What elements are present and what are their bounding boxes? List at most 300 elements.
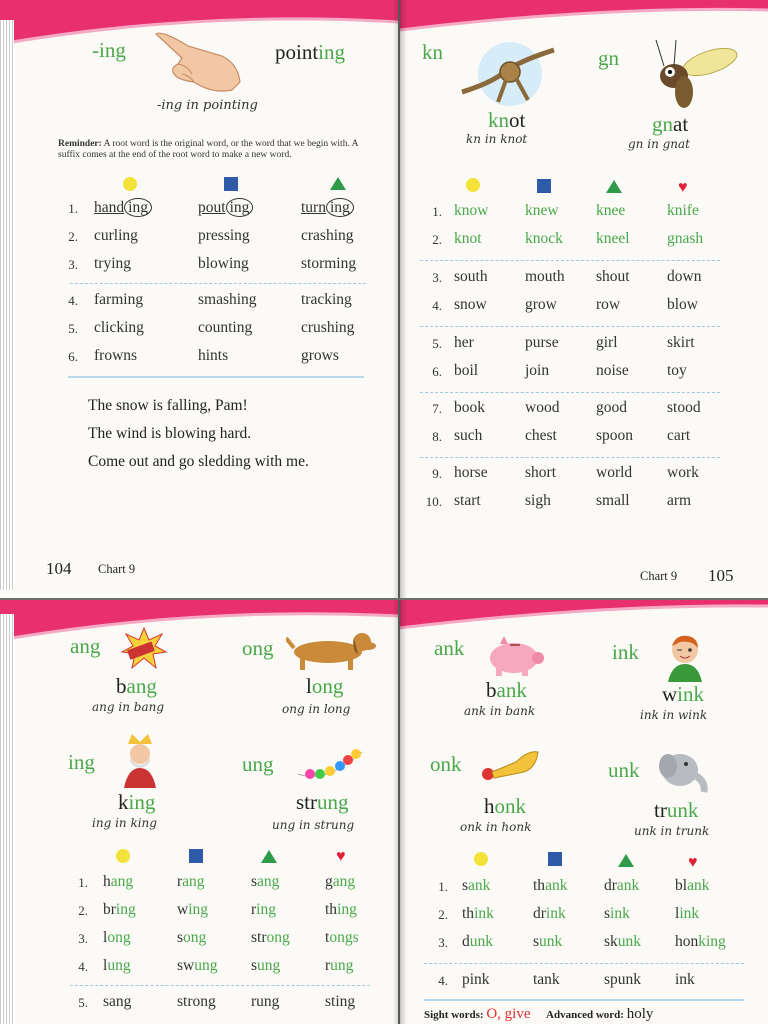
word-cell: her [454, 334, 474, 351]
word-cell: grow [525, 296, 557, 313]
row-number: 1. [432, 204, 442, 219]
word-green-part: ang [332, 873, 356, 890]
family-label: unk [608, 758, 640, 782]
word-cell: clicking [94, 319, 144, 336]
word-cell [103, 957, 131, 975]
sight-words-label: Sight words: [424, 1009, 484, 1021]
red-heart-icon: ♥ [336, 848, 346, 865]
row-number: 7. [432, 401, 442, 416]
word-cell [604, 905, 630, 923]
advanced-word-label: Advanced word: [546, 1009, 624, 1021]
word-cell: grows [301, 347, 339, 364]
row-number: 2. [78, 903, 88, 918]
word-cell [103, 873, 133, 891]
word-cell: arm [667, 492, 692, 509]
word-cell [103, 929, 131, 947]
word-cell [251, 901, 276, 919]
page-number: 104 [46, 559, 72, 578]
word-cell [454, 202, 488, 220]
gnat-word [652, 112, 688, 137]
root-word: turn [301, 199, 326, 216]
pointing-hand-icon [152, 24, 244, 101]
word-rest: r [177, 873, 183, 890]
word-cell: frowns [94, 347, 138, 364]
word-cell [251, 929, 290, 947]
piggy-bank-icon [486, 636, 546, 683]
word-cell: spoon [596, 427, 634, 444]
word-cell [675, 905, 699, 923]
row-number: 4. [68, 293, 78, 308]
word-cell: girl [596, 334, 618, 351]
word-green-part: onk [494, 794, 526, 818]
word-green-part: kn [488, 108, 509, 132]
word-green-part: kn [525, 202, 541, 219]
circled-suffix: ing [226, 198, 254, 217]
word-cell: book [454, 399, 485, 416]
pointing-root: point [275, 40, 319, 64]
word-rest: at [673, 112, 689, 136]
row-number: 6. [432, 364, 442, 379]
word-green-part: ong [107, 929, 131, 946]
word-cell: row [596, 296, 621, 313]
word-cell [177, 873, 205, 891]
word-rest: hon [675, 933, 699, 950]
word-green-part: ink [677, 682, 705, 706]
red-heart-icon: ♥ [678, 179, 688, 196]
family-word [486, 678, 527, 703]
table-row [0, 347, 398, 369]
word-rest: g [325, 873, 333, 890]
word-green-part: ang [182, 873, 205, 890]
right-page [400, 600, 768, 1024]
table-row [400, 296, 768, 318]
pointing-caption: -ing in pointing [157, 98, 258, 113]
word-green-part: king [698, 933, 726, 950]
row-number: 5. [68, 321, 78, 336]
table-row [0, 873, 398, 895]
word-green-part: ung [317, 790, 349, 814]
word-rest: h [103, 873, 111, 890]
word-cell: noise [596, 362, 629, 379]
row-number: 8. [432, 429, 442, 444]
family-label: ung [242, 752, 274, 776]
word-rest: w [662, 682, 678, 706]
word-cell: mouth [525, 268, 565, 285]
divider [420, 326, 720, 327]
word-cell [604, 877, 639, 895]
reminder-label: Reminder: [58, 139, 102, 149]
word-cell: good [596, 399, 627, 416]
family-word [662, 682, 704, 707]
word-cell: short [525, 464, 556, 481]
knot-caption: kn in knot [466, 132, 528, 146]
word-rest: h [484, 794, 495, 818]
word-cell [675, 877, 709, 895]
word-cell: skirt [667, 334, 695, 351]
word-rest: s [251, 957, 258, 974]
word-green-part: unk [539, 933, 563, 950]
word-cell: cart [667, 427, 691, 444]
word-cell [325, 957, 353, 975]
word-cell [462, 933, 493, 951]
row-number: 1. [68, 201, 78, 216]
family-caption: onk in honk [460, 820, 532, 834]
word-green-part: ink [474, 905, 494, 922]
word-cell: trying [94, 255, 132, 272]
word-green-part: ink [545, 905, 566, 922]
row-number: 1. [78, 875, 88, 890]
row-number: 6. [68, 349, 78, 364]
word-cell: stood [667, 399, 701, 416]
word-cell [251, 873, 279, 891]
yellow-circle-icon [123, 177, 137, 191]
word-rest: l [306, 674, 312, 698]
word-cell: rung [251, 993, 280, 1010]
word-green-part: ong [266, 929, 290, 946]
word-green-part: ang [126, 674, 157, 698]
blue-square-icon [224, 177, 238, 191]
table-row [0, 901, 398, 923]
word-cell: join [525, 362, 550, 379]
word-green-part: kn [667, 202, 683, 219]
word-rest: ow [469, 202, 489, 219]
word-rest: b [486, 678, 497, 702]
word-cell [596, 230, 630, 248]
chart-label: Chart 9 [640, 569, 678, 583]
word-rest: ee [611, 202, 626, 219]
word-rest: s [462, 877, 469, 894]
table-row [0, 957, 398, 979]
word-green-part: ongs [329, 929, 359, 946]
divider [420, 457, 720, 458]
family-caption: ang in bang [92, 700, 165, 714]
word-cell: sting [325, 993, 356, 1010]
row-number: 2. [432, 232, 442, 247]
word-rest: sk [604, 933, 618, 950]
word-cell [533, 877, 567, 895]
page-105 [400, 0, 768, 598]
word-rest: dr [533, 905, 546, 922]
table-row [400, 933, 768, 955]
word-rest: str [251, 929, 267, 946]
yellow-circle-icon [116, 849, 130, 863]
family-label: ink [612, 640, 639, 664]
row-number: 3. [432, 270, 442, 285]
divider [420, 260, 720, 261]
word-rest: str [296, 790, 317, 814]
book-spine [393, 0, 407, 598]
table-row [0, 255, 398, 277]
word-cell: chest [525, 427, 557, 444]
word-green-part: unk [617, 933, 642, 950]
word-green-part: ank [616, 877, 640, 894]
table-row [400, 268, 768, 290]
green-triangle-icon [606, 180, 622, 193]
table-row [0, 993, 398, 1015]
word-cell [301, 199, 354, 217]
word-cell: down [667, 268, 702, 285]
family-caption: ung in strung [272, 818, 355, 832]
family-caption: ing in king [92, 816, 157, 830]
table-row [400, 971, 768, 993]
table-row [400, 399, 768, 421]
elephant-icon [658, 750, 714, 801]
word-cell [94, 199, 152, 217]
king-icon [120, 732, 160, 793]
word-cell: farming [94, 291, 144, 308]
word-cell: south [454, 268, 488, 285]
word-cell: toy [667, 362, 687, 379]
word-cell: blowing [198, 255, 249, 272]
table-row [400, 492, 768, 514]
word-green-part: ing [115, 901, 136, 918]
word-rest: th [325, 901, 338, 918]
word-cell: ink [675, 971, 695, 988]
word-rest: bl [675, 877, 688, 894]
word-rest: s [251, 873, 258, 890]
word-cell: blow [667, 296, 698, 313]
word-cell: tank [533, 971, 560, 988]
row-number: 9. [432, 466, 442, 481]
word-green-part: ink [679, 905, 700, 922]
left-page [0, 600, 398, 1024]
pointing-suffix: ing [318, 40, 346, 64]
word-cell: work [667, 464, 699, 481]
word-rest: k [118, 790, 129, 814]
table-row [400, 877, 768, 899]
word-green-part: ung [257, 957, 281, 974]
word-green-part: ank [468, 877, 491, 894]
word-cell [198, 199, 253, 217]
word-rest: th [533, 877, 546, 894]
reminder-box [58, 139, 378, 161]
word-cell [667, 230, 703, 248]
divider [70, 985, 370, 986]
table-row [0, 929, 398, 951]
word-rest: l [675, 905, 680, 922]
word-green-part: ung [107, 957, 131, 974]
word-cell [533, 933, 562, 951]
reminder-text: A root word is the original word, or the word that we begin with. A suffix comes at the end of the root word to make a new word. [58, 139, 359, 160]
word-rest: ot [509, 108, 526, 132]
word-rest: d [462, 933, 470, 950]
word-cell [325, 929, 359, 947]
word-cell [177, 901, 208, 919]
word-cell [325, 901, 357, 919]
word-cell: strong [177, 993, 216, 1010]
row-number: 3. [68, 257, 78, 272]
word-cell [177, 929, 206, 947]
divider [420, 392, 720, 393]
suffix-label: -ing [92, 38, 126, 62]
word-rest: eel [611, 230, 630, 247]
word-cell: sang [103, 993, 132, 1010]
poem-line: Come out and go sledding with me. [88, 453, 309, 470]
kn-label: kn [422, 40, 443, 64]
word-cell: pressing [198, 227, 250, 244]
word-cell [103, 901, 136, 919]
family-label: onk [430, 752, 462, 776]
table-row [0, 199, 398, 221]
blue-square-icon [189, 849, 203, 863]
row-number: 10. [425, 494, 442, 509]
word-rest: sw [177, 957, 195, 974]
divider [68, 376, 364, 378]
table-row [400, 334, 768, 356]
word-cell [462, 905, 494, 923]
gnat-caption: gn in gnat [628, 137, 690, 151]
gnat-icon [640, 36, 740, 117]
word-rest: dr [604, 877, 617, 894]
word-cell: shout [596, 268, 630, 285]
word-cell: small [596, 492, 630, 509]
beads-icon [296, 744, 368, 789]
divider [70, 283, 366, 284]
family-word [116, 674, 157, 699]
page-number: 105 [708, 566, 734, 585]
root-word: hand [94, 199, 125, 216]
word-green-part: ong [183, 929, 207, 946]
yellow-circle-icon [474, 852, 488, 866]
word-green-part: ank [496, 678, 527, 702]
table-row [0, 319, 398, 341]
word-green-part: ing [337, 901, 357, 918]
word-cell: hints [198, 347, 229, 364]
word-rest: ot [469, 230, 482, 247]
family-word [484, 794, 526, 819]
word-green-part: kn [596, 202, 612, 219]
pointing-word [275, 40, 345, 65]
row-number: 3. [438, 935, 448, 950]
poem [88, 392, 309, 476]
word-cell [596, 202, 625, 220]
page-104 [0, 0, 398, 598]
word-cell [667, 202, 699, 220]
advanced-word-value: holy [626, 1006, 654, 1022]
row-number: 5. [432, 336, 442, 351]
word-green-part: ing [256, 901, 276, 918]
word-rest: ew [540, 202, 559, 219]
word-cell: horse [454, 464, 488, 481]
word-cell: smashing [198, 291, 257, 308]
word-cell [325, 873, 355, 891]
table-row [0, 291, 398, 313]
word-cell [525, 202, 559, 220]
root-word: pout [198, 199, 226, 216]
word-green-part: kn [454, 230, 470, 247]
word-cell [462, 877, 490, 895]
poem-line: The wind is blowing hard. [88, 425, 252, 442]
table-row [0, 227, 398, 249]
word-cell: crushing [301, 319, 355, 336]
table-row [400, 230, 768, 252]
row-number: 4. [432, 298, 442, 313]
gn-label: gn [598, 46, 619, 70]
table-row [400, 427, 768, 449]
word-green-part: kn [454, 202, 470, 219]
word-rest: t [325, 929, 330, 946]
horn-icon [480, 748, 540, 789]
green-triangle-icon [330, 177, 346, 190]
family-caption: ank in bank [464, 704, 536, 718]
word-green-part: gn [652, 112, 673, 136]
family-caption: unk in trunk [634, 824, 710, 838]
word-green-part: unk [469, 933, 493, 950]
word-rest: ash [682, 230, 704, 247]
word-cell: wood [525, 399, 560, 416]
word-rest: s [177, 929, 184, 946]
bottom-spread [0, 600, 768, 1024]
word-cell [251, 957, 280, 975]
green-triangle-icon [618, 854, 634, 867]
word-cell: start [454, 492, 481, 509]
table-row [400, 202, 768, 224]
family-label: ank [434, 636, 465, 660]
family-label: ang [70, 634, 101, 658]
row-number: 1. [438, 879, 448, 894]
word-rest: l [103, 957, 108, 974]
knot-rope-icon [458, 40, 558, 115]
word-green-part: ank [545, 877, 568, 894]
dachshund-icon [286, 628, 376, 679]
word-green-part: ing [128, 790, 156, 814]
word-cell: curling [94, 227, 138, 244]
circled-suffix: ing [124, 198, 152, 217]
green-triangle-icon [261, 850, 277, 863]
word-cell: sigh [525, 492, 551, 509]
word-cell: snow [454, 296, 487, 313]
chart-label: Chart 9 [98, 562, 136, 576]
word-cell: spunk [604, 971, 642, 988]
word-green-part: ang [257, 873, 280, 890]
word-rest: ock [540, 230, 563, 247]
row-number: 4. [438, 973, 448, 988]
table-row [400, 905, 768, 927]
word-green-part: ank [687, 877, 710, 894]
red-heart-icon: ♥ [688, 854, 698, 871]
family-word [306, 674, 343, 699]
word-rest: ife [682, 202, 699, 219]
word-green-part: gn [667, 230, 683, 247]
sight-words-line [424, 1006, 653, 1023]
row-number: 3. [78, 931, 88, 946]
table-row [400, 362, 768, 384]
blue-square-icon [548, 852, 562, 866]
explosion-icon [120, 626, 168, 677]
word-green-part: ink [610, 905, 630, 922]
word-green-part: ong [311, 674, 344, 698]
family-label: ong [242, 636, 274, 660]
word-cell: such [454, 427, 483, 444]
family-label: ing [68, 750, 95, 774]
family-caption: ink in wink [640, 708, 708, 722]
word-cell [177, 957, 217, 975]
poem-line: The snow is falling, Pam! [88, 397, 248, 414]
word-rest: th [462, 905, 475, 922]
word-cell: counting [198, 319, 253, 336]
family-word [118, 790, 155, 815]
word-green-part: ing [188, 901, 209, 918]
word-rest: r [251, 901, 257, 918]
word-rest: b [116, 674, 127, 698]
word-cell: boil [454, 362, 479, 379]
row-number: 2. [438, 907, 448, 922]
word-green-part: ung [330, 957, 354, 974]
knot-word [488, 108, 525, 133]
word-green-part: ang [110, 873, 134, 890]
word-rest: tr [654, 798, 667, 822]
word-cell [533, 905, 566, 923]
